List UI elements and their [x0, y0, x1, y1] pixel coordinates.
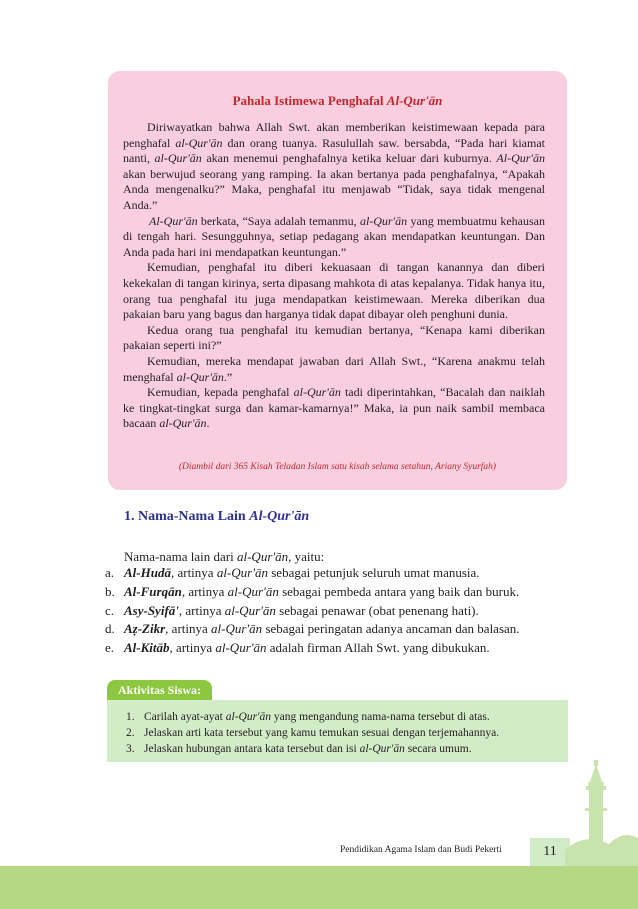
list-letter: a. — [105, 565, 115, 580]
list-letter: b. — [105, 583, 115, 599]
mosque-icon — [565, 760, 638, 866]
story-text-segment: Kemudian, penghafal itu diberi kekuasaan di tangan kanannya dan diberi kekekalan di tangan kirinya, serta dipasang mahkota di atas kepalanya. Tidak hanya itu, orang tua penghafal itu juga mendapatkan keistimewaan. Mereka diberikan dua pakaian baru yang bagus dan harganya tidak dapat dibayar oleh penghuni dunia. — [123, 260, 545, 322]
list-text: sebagai pembeda antara yang baik dan buruk. — [278, 583, 520, 599]
list-item — [105, 602, 575, 621]
list-text: al-Qur'ān — [215, 640, 267, 656]
quran-name: Al-Kitāb — [124, 640, 170, 656]
activity-text: yang mengandung nama-nama tersebut di atas. — [271, 711, 490, 723]
list-letter: c. — [105, 602, 115, 618]
page-number: 11 — [530, 838, 570, 866]
story-text-segment: al-Qur'ān — [154, 151, 202, 166]
list-item — [105, 583, 575, 602]
story-text-segment: akan berwujud seorang yang ramping. Ia akan bertanya pada penghafalnya, “Apakah Anda mengenalku?” Maka, penghafal itu menjawab “Tidak, saya tidak mengenal Anda.” — [123, 166, 545, 212]
footer-band — [0, 866, 638, 909]
list-text: , artinya — [170, 565, 217, 580]
story-text-segment: Kemudian, kepada penghafal — [147, 385, 294, 400]
list-text: al-Qur'ān — [227, 583, 279, 599]
list-text: , artinya — [181, 583, 228, 599]
story-text — [123, 120, 545, 432]
story-text-segment: akan menemui penghafalnya ketika keluar dari kuburnya. — [201, 151, 497, 166]
activity-item — [126, 725, 499, 741]
story-paragraph — [123, 120, 545, 214]
story-text-segment: . — [206, 416, 210, 431]
story-paragraph — [123, 385, 545, 432]
list-text: sebagai penawar (obat penenang hati). — [275, 602, 479, 618]
activity-text: Jelaskan hubungan antara kata tersebut dan isi — [144, 743, 360, 755]
story-text-segment: Kedua orang tua penghafal itu kemudian bertanya, “Kenapa kami diberikan pakaian seperti ini?” — [123, 322, 545, 353]
story-text-segment: al-Qur'ān — [175, 135, 223, 150]
activity-text: al-Qur'ān — [225, 711, 272, 723]
story-text-segment: Al-Qur'ān — [149, 213, 198, 228]
list-text: al-Qur'ān — [224, 602, 276, 618]
list-text: adalah firman Allah Swt. yang dibukukan. — [266, 640, 490, 656]
activity-text: secara umum. — [404, 743, 472, 755]
list-item — [105, 620, 575, 639]
list-text: sebagai peringatan adanya ancaman dan balasan. — [262, 621, 520, 637]
activity-item — [126, 709, 499, 725]
names-list — [105, 564, 575, 658]
activity-text: al-Qur'ān — [359, 743, 405, 755]
section-heading: 1. Nama-Nama Lain Al-Qur'ān — [124, 509, 310, 524]
activity-tab: Aktivitas Siswa: — [107, 680, 212, 701]
quran-name: Asy-Syifā' — [124, 602, 179, 618]
activity-text: Carilah ayat-ayat — [144, 711, 226, 723]
activity-item — [126, 741, 499, 757]
list-text: , artinya — [178, 602, 225, 618]
story-paragraph — [123, 260, 545, 322]
story-title: Pahala Istimewa Penghafal Al-Qur'ān — [232, 93, 443, 108]
story-text-segment: berkata, “Saya adalah temanmu, — [197, 213, 360, 228]
story-text-segment: Diriwayatkan bahwa Allah Swt. akan memberikan keistimewaan kepada para penghafal — [123, 120, 545, 150]
activity-text: Jelaskan arti kata tersebut yang kamu temukan sesuai dengan terjemahannya. — [144, 727, 500, 739]
story-paragraph — [123, 354, 545, 385]
story-source: (Diambil dari 365 Kisah Teladan Islam satu kisah selama setahun, Ariany Syurfah) — [178, 462, 497, 472]
activity-number: 2. — [126, 727, 135, 739]
story-paragraph — [123, 323, 545, 354]
story-text-segment: Kemudian, mereka mendapat jawaban dari Allah Swt., “Karena anakmu telah menghafal — [123, 353, 545, 384]
story-text-segment: al-Qur'ān — [176, 369, 224, 384]
list-item — [105, 564, 575, 583]
story-text-segment: yang membuatmu kehausan di tengah hari. Sesungguhnya, setiap pedagang akan mendapatkan keuntungan. Dan Anda pada hari ini mendapatkan keuntungan.” — [123, 213, 545, 259]
story-paragraph — [123, 214, 545, 261]
section-intro: Nama-nama lain dari al-Qur'ān, yaitu: — [124, 549, 325, 564]
quran-name: Al-Furqān — [124, 583, 182, 599]
activity-number: 1. — [126, 711, 135, 723]
quran-name: Al-Hudā — [124, 565, 171, 580]
list-letter: e. — [105, 640, 115, 656]
list-letter: d. — [105, 621, 115, 637]
footer-book-title: Pendidikan Agama Islam dan Budi Pekerti — [340, 845, 502, 855]
list-text: al-Qur'ān — [216, 565, 268, 580]
list-item — [105, 639, 575, 658]
story-text-segment: al-Qur'ān — [359, 213, 408, 228]
quran-name: Aẓ-Zikr — [124, 621, 166, 637]
list-text: , artinya — [169, 640, 216, 656]
list-text: , artinya — [165, 621, 212, 637]
story-text-segment: tadi diperintahkan, “Bacalah dan naiklah ke tingkat-tingkat surga dan kamar-kamarnya!” Maka, ia pun naik sambil membaca bacaan — [123, 385, 545, 431]
story-text-segment: .” — [223, 369, 233, 384]
list-text: sebagai petunjuk seluruh umat manusia. — [267, 565, 480, 580]
story-text-segment: al-Qur'ān — [159, 416, 207, 431]
list-text: al-Qur'ān — [211, 621, 263, 637]
activity-list — [126, 709, 499, 757]
activity-number: 3. — [126, 743, 135, 755]
story-text-segment: dan orang tuanya. Rasulullah saw. bersabda, “Pada hari kiamat nanti, — [123, 135, 545, 166]
story-text-segment: Al-Qur'ān — [496, 151, 545, 166]
story-text-segment: al-Qur'ān — [293, 385, 341, 400]
